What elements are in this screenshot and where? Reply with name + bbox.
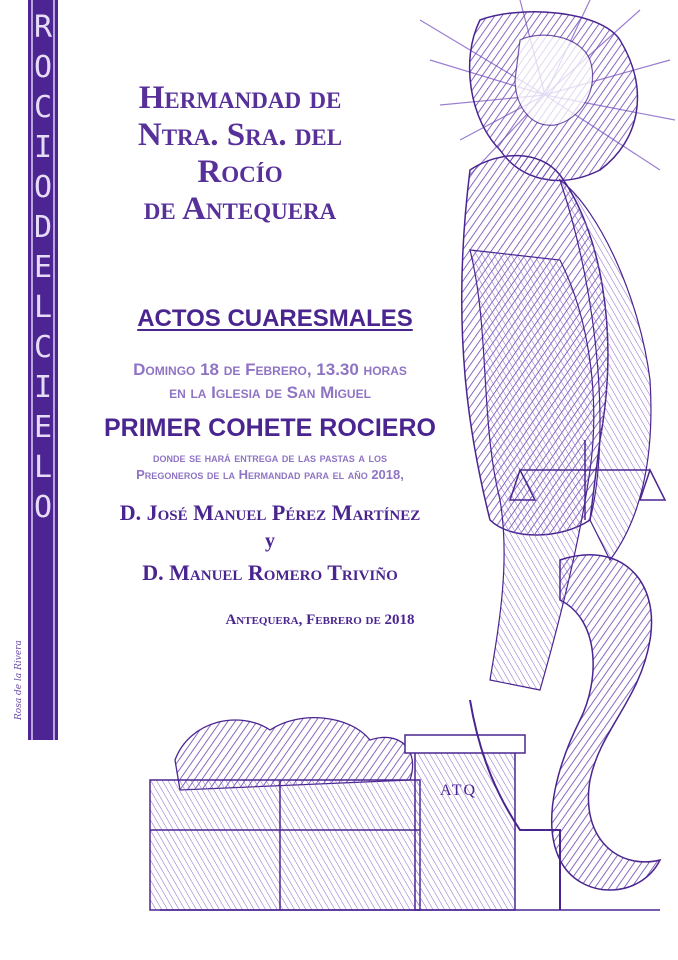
event-series-title: ACTOS CUARESMALES bbox=[137, 305, 413, 332]
honoree-2: D. Manuel Romero Triviño bbox=[142, 560, 398, 585]
creature bbox=[552, 555, 660, 890]
honoree-1: D. José Manuel Pérez Martínez bbox=[119, 500, 421, 525]
conjunction: y bbox=[265, 530, 275, 552]
side-band-text: ROCIO DEL CIELO bbox=[33, 10, 71, 525]
header-line-1: Hermandad de bbox=[138, 80, 342, 116]
event-description-1: donde se hará entrega de las pastas a los bbox=[152, 450, 388, 465]
foliage bbox=[175, 718, 413, 790]
event-place: en la Iglesia de San Miguel bbox=[169, 383, 371, 402]
artist-signature: Rosa de la Rivera bbox=[14, 640, 24, 720]
header-line-4: de Antequera bbox=[143, 191, 337, 227]
event-description-2: Pregoneros de la Hermandad para el año 2018, bbox=[136, 467, 404, 482]
event-date: Domingo 18 de Febrero, 13.30 horas bbox=[133, 360, 407, 379]
pedestal-inscription: ATQ bbox=[440, 782, 478, 799]
header-line-2: Ntra. Sra. del bbox=[137, 117, 343, 153]
event-name: PRIMER COHETE ROCIERO bbox=[104, 414, 436, 442]
header-line-3: Rocío bbox=[197, 154, 283, 190]
place-date-footer: Antequera, Febrero de 2018 bbox=[225, 612, 415, 628]
